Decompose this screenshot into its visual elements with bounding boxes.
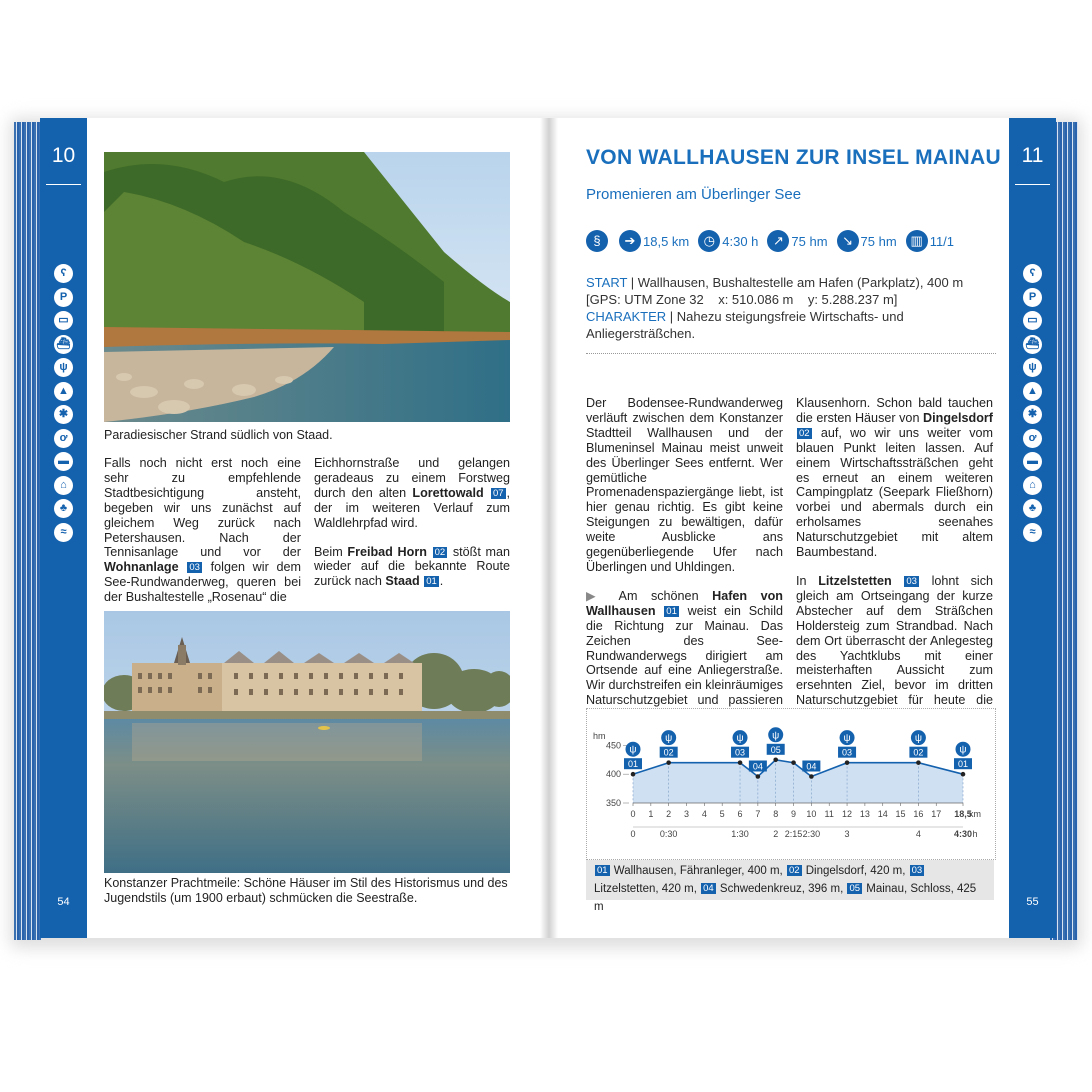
- time-tick-label: 2:30: [802, 829, 821, 839]
- descent-value: 75 hm: [860, 233, 897, 249]
- restaurant-glyph: ψ: [629, 744, 637, 756]
- stat-descent: [837, 230, 897, 252]
- legend-item: [700, 883, 846, 895]
- parking-icon: P: [1023, 288, 1042, 307]
- waypoint-badge: 03: [189, 562, 200, 574]
- restaurant-glyph: ψ: [665, 733, 673, 745]
- boat-icon: ⛴: [54, 335, 73, 354]
- km-tick-label: 2: [666, 809, 672, 819]
- waypoint-label: 03: [735, 747, 746, 758]
- restaurant-icon: ψ: [1023, 358, 1042, 377]
- text-run: folgen wir dem See-Rundwanderweg, queren bei der Bushaltestelle „Rosenau“ die: [104, 560, 301, 605]
- route-type: [586, 230, 610, 252]
- bed-icon: ▬: [1023, 452, 1042, 471]
- bear-icon: ʕ: [1023, 264, 1042, 283]
- swim-icon: ≈: [54, 523, 73, 542]
- bus-icon: ▭: [1023, 311, 1042, 330]
- waypoint-badge: 03: [911, 865, 923, 876]
- stat-map: [906, 230, 954, 252]
- parking-icon: P: [54, 288, 73, 307]
- icon-column: [54, 264, 74, 546]
- swim-icon: ≈: [1023, 523, 1042, 542]
- km-tick-label: 10: [806, 809, 817, 819]
- elevation-profile: [586, 708, 996, 860]
- place-name: Litzelstetten: [818, 573, 892, 588]
- profile-point: [845, 760, 850, 765]
- waypoint-badge: 01: [597, 865, 608, 876]
- waypoint-label: 02: [663, 747, 674, 758]
- distance-value: 18,5 km: [643, 233, 690, 249]
- stat-distance: [619, 230, 689, 252]
- tree-icon: ♣: [54, 499, 73, 518]
- tour-stats: [586, 229, 963, 253]
- km-tick-label: 13: [859, 809, 870, 819]
- left-text-column-2: [314, 456, 510, 603]
- character-label: CHARAKTER: [586, 309, 667, 324]
- boat-icon: ⛴: [1023, 335, 1042, 354]
- y-axis-label: hm: [593, 731, 606, 741]
- elevation-chart: [587, 709, 995, 859]
- restaurant-glyph: ψ: [914, 733, 922, 745]
- text-run: In: [796, 573, 819, 588]
- tour-info: [586, 274, 996, 342]
- stat-time: [698, 230, 758, 252]
- descent-icon: ↘: [837, 230, 859, 252]
- tour-title: VON WALLHAUSEN ZUR INSEL MAINAU: [586, 146, 1001, 169]
- text-run: Falls noch nicht erst noch eine sehr zu empfehlende Stadtbesichtigung ansteht, begeben wir uns zunächst auf gleichem Weg zurück nach Petershausen. Nach der Tennisanlage und vor der: [104, 456, 301, 560]
- km-tick-label: 7: [755, 809, 761, 819]
- text-run: lohnt sich gleich am Ortseingang der kurze Abstecher auf dem Sträßchen Holdersteig zum Strandbad. Nach dem Ort überrascht der Anlegesteg des Yachtklubs mit einer meisterhaften Aussicht zum ersehnten Ziel, bevor im dritten Naturschutzgebiet für heute die: [796, 573, 993, 708]
- profile-point: [666, 760, 671, 765]
- profile-point: [738, 760, 743, 765]
- page-number: 55: [1026, 896, 1039, 908]
- place-name: Dingelsdorf: [923, 410, 993, 425]
- time-tick-label: 1:30: [731, 829, 749, 839]
- play-arrow-icon: ▶: [586, 588, 606, 603]
- waypoint-badge: 01: [426, 576, 437, 588]
- stat-ascent: [767, 230, 827, 252]
- legend-item: [786, 865, 909, 877]
- tour-subtitle: Promenieren am Überlinger See: [586, 186, 802, 203]
- text-run: Am schönen: [605, 588, 713, 603]
- profile-point: [631, 772, 636, 777]
- km-tick-label: 4: [701, 809, 707, 819]
- waypoint-label: 02: [913, 747, 924, 758]
- page-number: 54: [57, 896, 70, 908]
- km-unit-label: km: [969, 809, 981, 819]
- place-name: Lorettowald: [412, 485, 484, 500]
- text-run: .: [439, 574, 444, 589]
- y-tick-label: 450: [605, 740, 621, 751]
- waypoint-badge: 01: [666, 605, 677, 617]
- km-tick-label: 6: [737, 809, 743, 819]
- km-tick-label: 9: [791, 809, 797, 819]
- mountain-icon: ▲: [54, 382, 73, 401]
- waypoint-badge: 03: [906, 575, 917, 587]
- left-page: [40, 118, 548, 938]
- restaurant-icon: ψ: [54, 358, 73, 377]
- place-name: Hafen von Wallhausen: [586, 588, 783, 618]
- place-name: Staad: [385, 574, 420, 589]
- time-tick-label: 4:30: [953, 829, 973, 839]
- page-edges-left: [14, 122, 42, 940]
- km-tick-label: 3: [684, 809, 690, 819]
- profile-point: [756, 774, 761, 779]
- map-value: 11/1: [929, 233, 955, 249]
- waypoint-badge: 05: [849, 883, 861, 894]
- profile-point: [916, 760, 921, 765]
- bear-icon: ʕ: [54, 264, 73, 283]
- time-tick-label: 3: [844, 829, 850, 839]
- restaurant-glyph: ψ: [772, 730, 780, 742]
- km-tick-label: 8: [773, 809, 779, 819]
- waypoint-badge: 02: [788, 865, 800, 876]
- km-tick-label: 1: [648, 809, 654, 819]
- text-run: Eichhornstraße und gelangen geradeaus zu einem Forstweg durch den alten: [314, 456, 510, 500]
- km-tick-label: 0: [630, 809, 636, 819]
- place-name: Wohnanlage: [104, 560, 179, 575]
- ascent-icon: ↗: [767, 230, 789, 252]
- km-tick-label: 11: [824, 809, 834, 819]
- text-run: stößt man wieder auf die bekannte Route zurück nach: [314, 544, 510, 589]
- profile-point: [791, 760, 796, 765]
- y-tick-label: 350: [605, 798, 621, 808]
- snow-icon: ✱: [1023, 405, 1042, 424]
- text-run: Klausenhorn. Schon bald tauchen die ersten Häuser von: [796, 396, 993, 425]
- gps-text: [GPS: UTM Zone 32 x: 510.086 m y: 5.288.237 m]: [586, 292, 898, 307]
- map-icon: ▥: [906, 230, 928, 252]
- restaurant-glyph: ψ: [959, 744, 967, 756]
- time-value: 4:30 h: [722, 233, 759, 249]
- km-tick-label: 16: [913, 809, 924, 819]
- time-tick-label: 2: [773, 829, 779, 839]
- right-text-column-2: [796, 396, 993, 737]
- km-tick-label: 18,5: [954, 809, 972, 819]
- waypoint-label: 01: [627, 759, 639, 770]
- km-tick-label: 5: [719, 809, 725, 819]
- photo2-caption: Konstanzer Prachtmeile: Schöne Häuser im Stil des Historismus und des Jugendstils (um 1900 erbaut) schmücken die Seestraße.: [104, 876, 508, 905]
- bed-icon: ▬: [54, 452, 73, 471]
- waypoint-label: 03: [842, 747, 853, 758]
- clock-icon: ◷: [698, 230, 720, 252]
- book-gutter: [540, 118, 558, 938]
- beach-forest-photo: [104, 152, 510, 422]
- waypoint-label: 04: [806, 761, 817, 772]
- time-unit-label: h: [972, 829, 978, 839]
- bike-icon: ơ: [54, 429, 73, 448]
- legend-text: Dingelsdorf, 420 m,: [802, 865, 909, 877]
- route-icon: §: [586, 230, 608, 252]
- chapter-number: 10: [51, 144, 76, 167]
- bar-divider: [46, 184, 81, 185]
- restaurant-glyph: ψ: [843, 733, 851, 745]
- legend-text: Mainau, Schloss, 425 m: [594, 883, 977, 913]
- start-text: | Wallhausen, Bushaltestelle am Hafen (Parkplatz), 400 m: [627, 275, 964, 290]
- legend-item: [594, 865, 786, 877]
- waypoint-badge: 04: [703, 883, 714, 894]
- signpost-icon: ➔: [619, 230, 641, 252]
- text-run: auf, wo wir uns weiter vom blauen Punkt leiten lassen. Auf einem Wirtschaftssträßchen geht es erneut an einem weiteren Campingplatz (Seepark Fließhorn) vorbei und abermals durch ein erholsames seenahes Naturschutzgebiet mit altem Baumbestand.: [796, 425, 993, 560]
- right-page: [548, 118, 1056, 938]
- profile-point: [961, 772, 966, 777]
- museum-icon: ⌂: [1023, 476, 1042, 495]
- text-run: , der im weiteren Verlauf zum Waldlehrpfad wird.: [314, 485, 511, 530]
- chapter-number: 11: [1021, 144, 1044, 167]
- bike-icon: ơ: [1023, 429, 1042, 448]
- legend-text: Schwedenkreuz, 396 m,: [716, 883, 847, 895]
- restaurant-glyph: ψ: [736, 733, 744, 745]
- time-tick-label: 2:15: [784, 829, 803, 839]
- left-side-bar: [40, 118, 87, 938]
- waypoint-badge: 02: [434, 546, 446, 558]
- km-tick-label: 12: [842, 809, 853, 819]
- waypoint-label: 01: [957, 759, 969, 770]
- left-text-column-1: [104, 456, 301, 619]
- snow-icon: ✱: [54, 405, 73, 424]
- profile-point: [809, 774, 814, 779]
- text-run: weist ein Schild die Richtung zur Mainau. Das Zeichen des See-Rundwanderwegs dirigiert am Ortsende auf eine Anliegerstraße. Wir durchstreifen ein kleinräumiges Naturschutzgebiet und passieren: [586, 603, 784, 708]
- museum-icon: ⌂: [54, 476, 73, 495]
- bar-divider: [1015, 184, 1050, 185]
- tree-icon: ♣: [1023, 499, 1042, 518]
- legend-text: Wallhausen, Fähranleger, 400 m,: [610, 865, 786, 877]
- time-tick-label: 0:30: [659, 829, 678, 839]
- character-text: | Nahezu steigungsfreie Wirtschafts- und Anliegersträßchen.: [586, 309, 904, 341]
- time-tick-label: 0: [630, 829, 636, 839]
- profile-point: [773, 758, 778, 763]
- paragraph: Der Bodensee-Rundwanderweg verläuft zwischen dem Konstanzer Stadtteil Wallhausen und der Blumeninsel Mainau meist unweit des Überlinger Sees entfernt. Wer gemütliche Promenadenspaziergänge liebt, ist hier genau richtig. Es gibt keine Steigungen zu bewältigen, dafür weite Ausblicke ans gegenüberliegende Ufer nach Überlingen und Uhldingen.: [586, 396, 783, 574]
- right-text-column-1: [586, 396, 783, 737]
- km-tick-label: 17: [931, 809, 942, 819]
- km-tick-label: 15: [895, 809, 906, 819]
- place-name: Freibad Horn: [347, 544, 427, 559]
- waypoint-badge: 07: [492, 487, 504, 499]
- waypoint-label: 04: [752, 761, 763, 772]
- waypoint-legend: [586, 860, 994, 913]
- waypoint-badge: 02: [799, 427, 810, 439]
- right-side-bar: [1009, 118, 1056, 938]
- legend-text: Litzelstetten, 420 m,: [594, 883, 701, 895]
- km-tick-label: 14: [877, 809, 888, 819]
- icon-column: [1023, 264, 1043, 546]
- ascent-value: 75 hm: [791, 233, 828, 249]
- time-tick-label: 4: [915, 829, 921, 839]
- photo1-caption: Paradiesischer Strand südlich von Staad.: [104, 428, 333, 442]
- info-divider: [586, 353, 996, 354]
- start-label: START: [586, 275, 628, 290]
- y-tick-label: 400: [605, 769, 621, 780]
- mountain-icon: ▲: [1023, 382, 1042, 401]
- lakefront-buildings-photo: [104, 611, 510, 873]
- bus-icon: ▭: [54, 311, 73, 330]
- text-run: Beim: [314, 544, 348, 559]
- waypoint-label: 05: [770, 744, 781, 755]
